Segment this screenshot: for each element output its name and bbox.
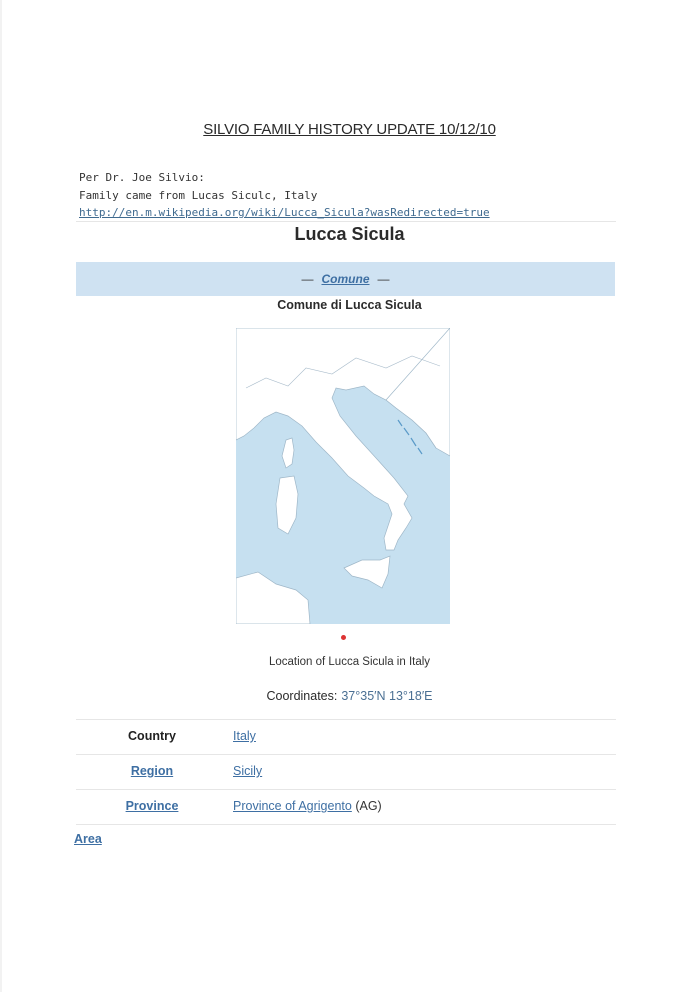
coordinates-label: Coordinates: — [266, 689, 338, 703]
map-graphic — [236, 328, 450, 624]
coordinates-link[interactable]: 37°35′N 13°18′E — [341, 689, 433, 703]
region-label-link[interactable]: Region — [130, 764, 174, 778]
note-line-1: Per Dr. Joe Silvio: — [79, 171, 205, 184]
region-value — [233, 764, 262, 778]
divider — [76, 754, 616, 755]
document-title: SILVIO FAMILY HISTORY UPDATE 10/12/10 — [203, 121, 496, 138]
country-value — [233, 729, 256, 743]
source-url-link[interactable]: http://en.m.wikipedia.org/wiki/Lucca_Sicula?wasRedirected=true — [79, 206, 490, 219]
coordinates — [0, 689, 699, 703]
province-link[interactable]: Province of Agrigento — [233, 799, 352, 813]
country-link[interactable]: Italy — [233, 729, 256, 743]
divider — [76, 789, 616, 790]
page-left-edge — [0, 0, 2, 992]
location-marker — [341, 635, 346, 640]
comune-link[interactable]: Comune — [321, 272, 370, 286]
comune-band — [76, 262, 615, 296]
divider — [76, 719, 616, 720]
country-label: Country — [128, 729, 176, 743]
italy-location-map — [236, 328, 450, 624]
band-dash-right: — — [377, 272, 390, 286]
article-title: Lucca Sicula — [294, 224, 405, 244]
province-label-link[interactable]: Province — [125, 799, 179, 813]
divider — [76, 221, 616, 222]
map-caption: Location of Lucca Sicula in Italy — [268, 656, 431, 668]
band-dash-left: — — [301, 272, 314, 286]
area-label-link[interactable]: Area — [74, 832, 102, 846]
province-value — [233, 799, 382, 813]
infobox-subtitle: Comune di Lucca Sicula — [277, 298, 422, 312]
note-line-2: Family came from Lucas Siculc, Italy — [79, 189, 318, 202]
province-code: (AG) — [355, 799, 382, 813]
region-link[interactable]: Sicily — [233, 764, 263, 778]
divider — [76, 824, 616, 825]
